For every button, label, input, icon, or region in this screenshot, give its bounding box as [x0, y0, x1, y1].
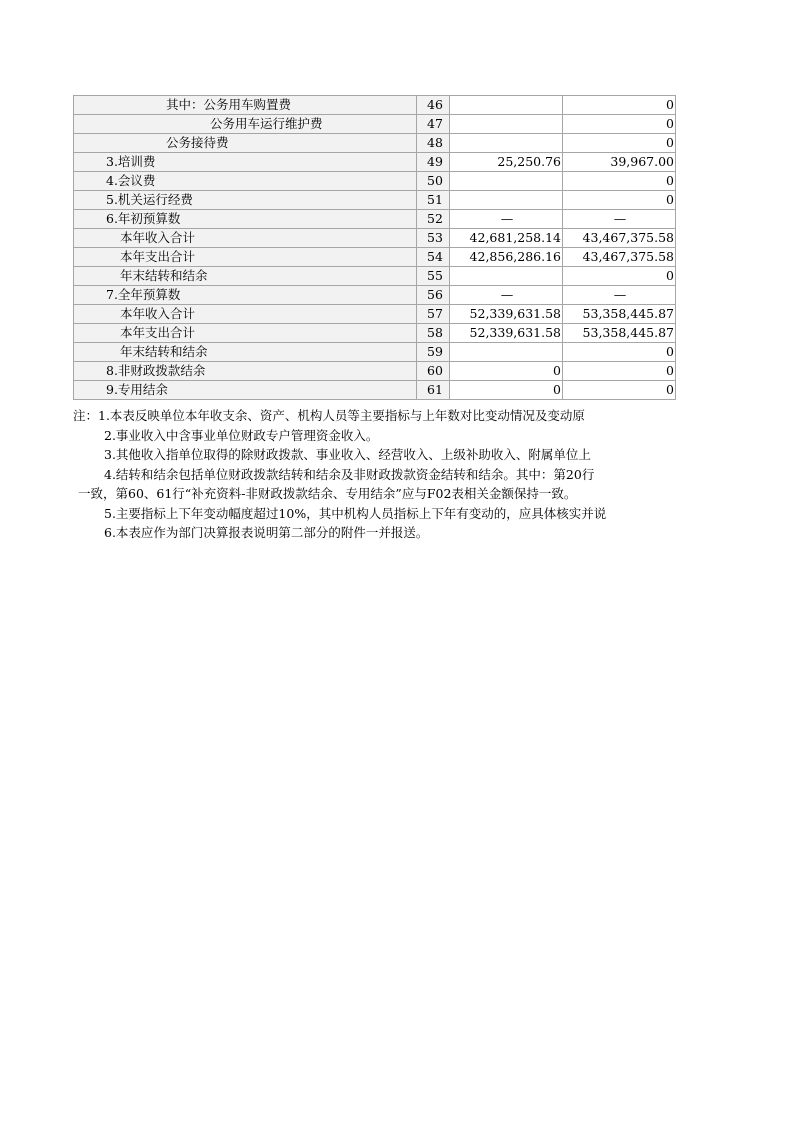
current-year-value[interactable]: 43,467,375.58 — [563, 229, 676, 248]
row-label[interactable]: 其中：公务用车购置费 — [74, 96, 417, 115]
current-year-value[interactable]: 0 — [563, 267, 676, 286]
row-label[interactable]: 年末结转和结余 — [74, 343, 417, 362]
row-label[interactable]: 6.年初预算数 — [74, 210, 417, 229]
row-label[interactable]: 本年收入合计 — [74, 305, 417, 324]
row-label[interactable]: 本年支出合计 — [74, 324, 417, 343]
previous-year-value[interactable]: 52,339,631.58 — [450, 324, 563, 343]
current-year-value[interactable]: — — [563, 286, 676, 305]
previous-year-value[interactable]: 42,856,286.16 — [450, 248, 563, 267]
row-number[interactable]: 48 — [417, 134, 450, 153]
note-line: 2.事业收入中含事业单位财政专户管理资金收入。 — [104, 427, 379, 443]
table-row — [74, 172, 676, 191]
row-label[interactable]: 7.全年预算数 — [74, 286, 417, 305]
previous-year-value[interactable] — [450, 172, 563, 191]
current-year-value[interactable]: 0 — [563, 134, 676, 153]
row-number[interactable]: 60 — [417, 362, 450, 381]
note-line: 3.其他收入指单位取得的除财政拨款、事业收入、经营收入、上级补助收入、附属单位上 — [104, 447, 591, 462]
current-year-value[interactable]: 39,967.00 — [563, 153, 676, 172]
table-row — [74, 267, 676, 286]
row-label[interactable]: 公务用车运行维护费 — [74, 115, 417, 134]
current-year-value[interactable]: 0 — [563, 172, 676, 191]
current-year-value[interactable]: 53,358,445.87 — [563, 324, 676, 343]
row-number[interactable]: 56 — [417, 286, 450, 305]
row-number[interactable]: 47 — [417, 115, 450, 134]
table-row — [74, 381, 676, 400]
row-number[interactable]: 57 — [417, 305, 450, 324]
row-number[interactable]: 58 — [417, 324, 450, 343]
row-label[interactable]: 9.专用结余 — [74, 381, 417, 400]
previous-year-value[interactable] — [450, 115, 563, 134]
table-row — [74, 305, 676, 324]
previous-year-value[interactable]: — — [450, 210, 563, 229]
row-number[interactable]: 46 — [417, 96, 450, 115]
row-label[interactable]: 本年支出合计 — [74, 248, 417, 267]
note-line: 6.本表应作为部门决算报表说明第二部分的附件一并报送。 — [104, 525, 429, 540]
note-line: 一致，第60、61行“补充资料-非财政拨款结余、专用结余”应与F02表相关金额保持一致。 — [78, 486, 577, 501]
current-year-value[interactable]: 0 — [563, 191, 676, 210]
table-row — [74, 153, 676, 172]
row-number[interactable]: 50 — [417, 172, 450, 191]
previous-year-value[interactable]: 42,681,258.14 — [450, 229, 563, 248]
table-row — [74, 229, 676, 248]
row-label[interactable]: 4.会议费 — [74, 172, 417, 191]
note-line: 5.主要指标上下年变动幅度超过10%，其中机构人员指标上下年有变动的，应具体核实并说 — [104, 505, 607, 521]
previous-year-value[interactable] — [450, 191, 563, 210]
row-label[interactable]: 5.机关运行经费 — [74, 191, 417, 210]
row-label[interactable]: 3.培训费 — [74, 153, 417, 172]
table-row — [74, 115, 676, 134]
table-row — [74, 210, 676, 229]
row-number[interactable]: 53 — [417, 229, 450, 248]
current-year-value[interactable]: 53,358,445.87 — [563, 305, 676, 324]
previous-year-value[interactable] — [450, 96, 563, 115]
note-line: 4.结转和结余包括单位财政拨款结转和结余及非财政拨款资金结转和结余。其中：第20行 — [104, 466, 595, 482]
table-row — [74, 286, 676, 305]
table-row — [74, 191, 676, 210]
table-row — [74, 324, 676, 343]
row-label[interactable]: 本年收入合计 — [74, 229, 417, 248]
previous-year-value[interactable]: 25,250.76 — [450, 153, 563, 172]
row-number[interactable]: 49 — [417, 153, 450, 172]
previous-year-value[interactable]: 52,339,631.58 — [450, 305, 563, 324]
previous-year-value[interactable]: — — [450, 286, 563, 305]
current-year-value[interactable]: 43,467,375.58 — [563, 248, 676, 267]
previous-year-value[interactable] — [450, 267, 563, 286]
previous-year-value[interactable] — [450, 343, 563, 362]
current-year-value[interactable]: 0 — [563, 362, 676, 381]
previous-year-value[interactable]: 0 — [450, 381, 563, 400]
previous-year-value[interactable]: 0 — [450, 362, 563, 381]
note-line: 注：1.本表反映单位本年收支余、资产、机构人员等主要指标与上年数对比变动情况及变动原 — [73, 408, 585, 423]
budget-comparison-table — [73, 95, 676, 400]
row-label[interactable]: 公务接待费 — [74, 134, 417, 153]
table-row — [74, 96, 676, 115]
current-year-value[interactable]: — — [563, 210, 676, 229]
table-row — [74, 343, 676, 362]
row-number[interactable]: 59 — [417, 343, 450, 362]
current-year-value[interactable]: 0 — [563, 96, 676, 115]
row-number[interactable]: 54 — [417, 248, 450, 267]
table-row — [74, 362, 676, 381]
current-year-value[interactable]: 0 — [563, 115, 676, 134]
row-number[interactable]: 52 — [417, 210, 450, 229]
notes-section — [73, 406, 678, 543]
row-label[interactable]: 8.非财政拨款结余 — [74, 362, 417, 381]
row-number[interactable]: 61 — [417, 381, 450, 400]
row-label[interactable]: 年末结转和结余 — [74, 267, 417, 286]
current-year-value[interactable]: 0 — [563, 343, 676, 362]
previous-year-value[interactable] — [450, 134, 563, 153]
table-row — [74, 248, 676, 267]
row-number[interactable]: 51 — [417, 191, 450, 210]
table-body — [74, 96, 676, 400]
row-number[interactable]: 55 — [417, 267, 450, 286]
table-row — [74, 134, 676, 153]
current-year-value[interactable]: 0 — [563, 381, 676, 400]
